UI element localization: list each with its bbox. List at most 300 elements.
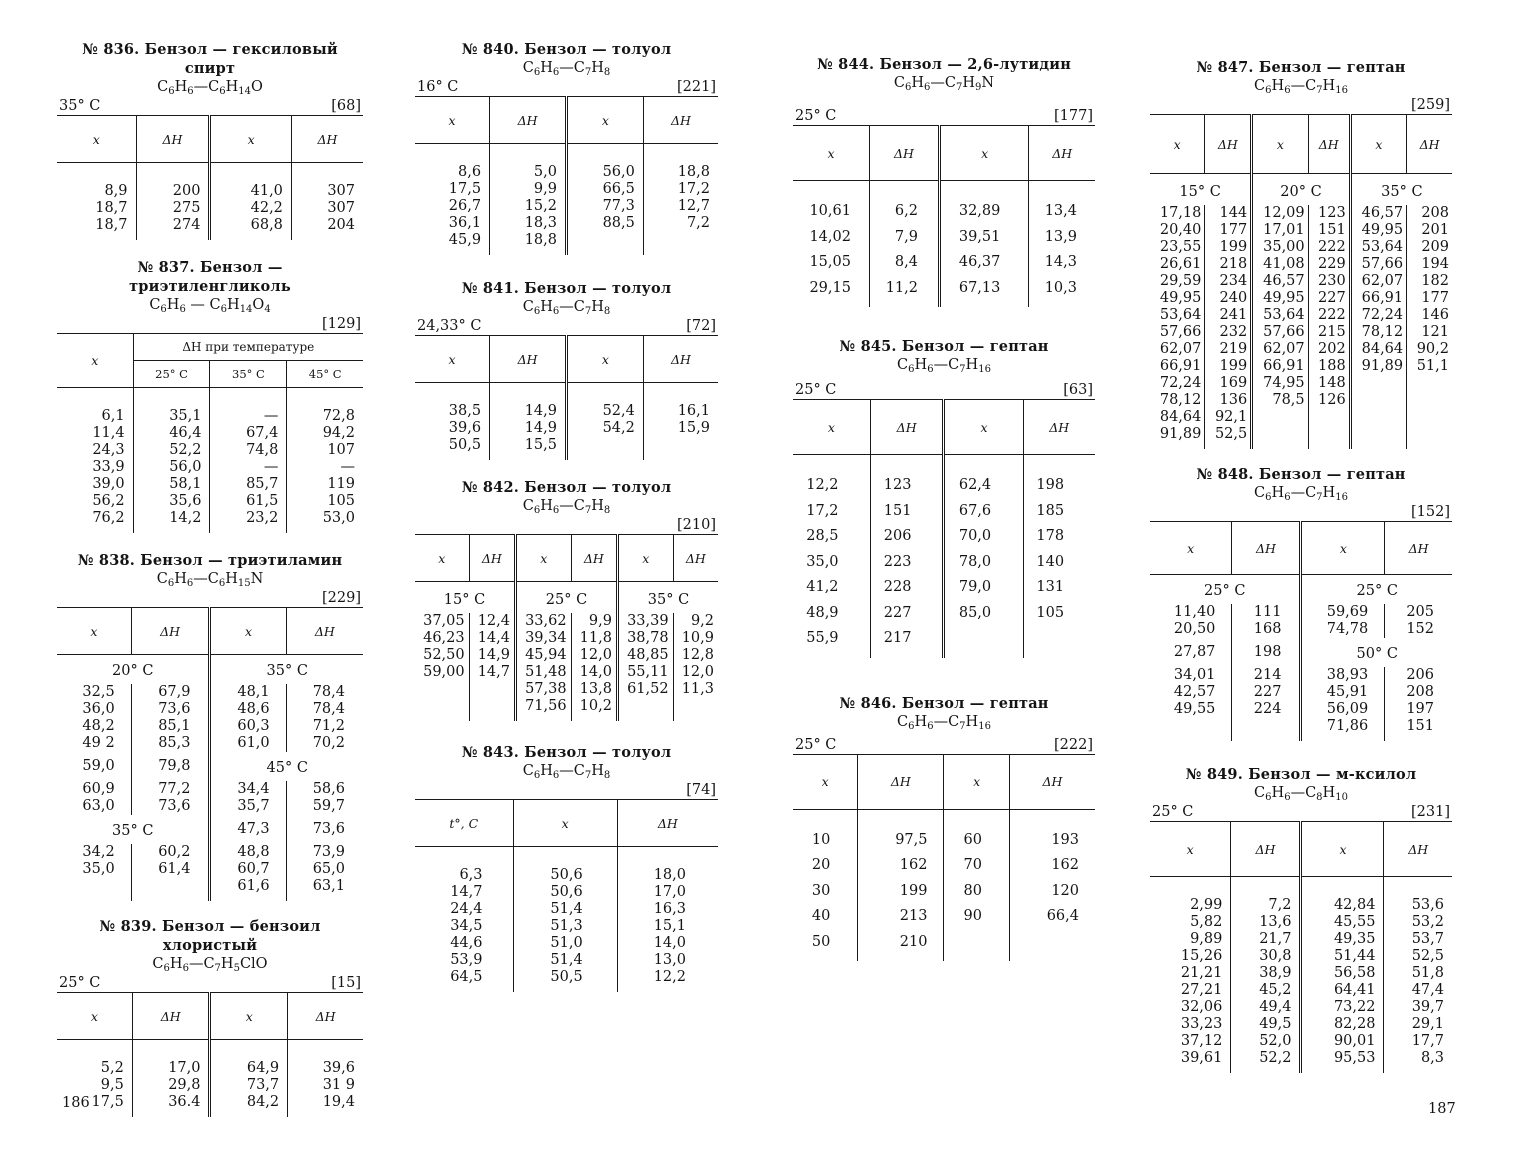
table-cell: 33,23 [1180, 1016, 1223, 1032]
table-row [793, 575, 1095, 601]
table-row [57, 442, 363, 459]
table-cell: 111 [1232, 604, 1301, 621]
temperature-label: 20° C [1252, 174, 1351, 206]
reference: [15] [331, 975, 361, 991]
table-cell: 6,2 [869, 181, 939, 225]
table-cell: 79,0 [944, 575, 1023, 601]
table-cell: 55,11 [617, 664, 673, 681]
formula [1150, 784, 1452, 803]
reference: [222] [1054, 736, 1093, 753]
formula-subscript: 9 [975, 82, 982, 93]
table-cell: 37,05 [423, 613, 465, 629]
formula-part: —C [559, 299, 585, 315]
table-cell: 188 [1308, 358, 1350, 375]
table-title: № 837. Бензол — триэтиленгликоль [129, 259, 291, 295]
formula-part: H [591, 299, 604, 315]
table-cell: 36,0 [82, 701, 115, 717]
col-header-dh: ΔH [291, 116, 363, 163]
table-cell: 14,9 [490, 420, 567, 437]
formula-part: H [591, 60, 604, 76]
table-title: № 843. Бензол — толуол [461, 744, 672, 761]
formula-subscript: 7 [214, 963, 221, 974]
table-cell: 17,2 [806, 502, 839, 519]
table-cell: 48,8 [210, 844, 286, 861]
table-row [1150, 205, 1452, 222]
reference: [68] [331, 98, 361, 114]
table-cell: 66,5 [566, 181, 643, 198]
table-cell: 42,57 [1173, 684, 1216, 700]
formula-subscript: 5 [233, 963, 240, 974]
table-cell: 91,89 [1159, 426, 1202, 442]
table-cell: 14,4 [469, 630, 515, 647]
table-cell: 59,69 [1301, 604, 1385, 621]
table-cell: 50,6 [513, 847, 617, 885]
table-row [57, 655, 363, 685]
table-cell: 52,5 [1205, 426, 1252, 449]
col-header-x: x [210, 993, 288, 1040]
table-cell: 67,4 [210, 425, 287, 442]
formula-part: C [149, 297, 161, 313]
table-cell: 24,4 [450, 901, 483, 917]
formula-part: —C [933, 713, 960, 730]
table-cell: 51,1 [1407, 358, 1452, 375]
table-row [1150, 965, 1452, 982]
table-cell: 61,6 [210, 878, 286, 901]
table-row [57, 735, 363, 752]
table-cell: 71,56 [515, 698, 571, 721]
temperature-label: 35° C [210, 655, 363, 685]
table-cell: 66,91 [1159, 358, 1202, 374]
table-row [57, 815, 363, 844]
table-row [1150, 341, 1452, 358]
table-cell: 74,78 [1301, 621, 1385, 638]
table-cell: 39,0 [92, 476, 125, 492]
table-cell: 152 [1385, 621, 1452, 638]
formula-part: ClO [239, 956, 268, 972]
table-838 [57, 551, 363, 901]
table-cell: 48,85 [617, 647, 673, 664]
table-cell: 46,23 [423, 630, 465, 646]
table-meta [793, 736, 1095, 754]
table-row [793, 276, 1095, 308]
table-cell: 52,5 [1384, 948, 1452, 965]
table-cell: 8,9 [104, 183, 128, 199]
col-header-x: x [1252, 115, 1308, 174]
formula-subscript: 6 [220, 304, 228, 315]
table-cell [131, 878, 210, 901]
table-cell: 90,2 [1407, 341, 1452, 358]
table-row [415, 437, 718, 460]
table-cell: 214 [1232, 667, 1301, 684]
table-cell [643, 232, 718, 255]
formula-subscript: 8 [603, 505, 611, 516]
table-cell: 84,64 [1159, 409, 1202, 425]
formula-subscript: 6 [533, 770, 541, 781]
table-meta [57, 97, 363, 115]
table-cell: 46,4 [133, 425, 210, 442]
table-cell: 29,8 [132, 1077, 210, 1094]
formula-part: C [897, 357, 909, 373]
table-row [415, 847, 718, 885]
table-cell: 85,0 [944, 601, 1023, 627]
col-header-dh: ΔH [870, 400, 944, 455]
table-row [415, 181, 718, 198]
table-cell: 36,1 [448, 215, 482, 231]
table-cell: 63,1 [286, 878, 363, 901]
table-cell: 222 [1308, 239, 1350, 256]
table-cell: 46,57 [1252, 273, 1308, 290]
formula-part: H [220, 956, 234, 972]
table-cell: 162 [1009, 853, 1095, 879]
table-cell: 39,61 [1180, 1050, 1223, 1066]
table-cell: — [210, 459, 287, 476]
formula-part: —C [1290, 485, 1317, 501]
formula-part: C [156, 571, 168, 587]
table-cell: 20,40 [1159, 222, 1202, 238]
table-cell: 66,4 [1009, 904, 1095, 930]
formula-subscript: 6 [186, 578, 194, 589]
formula-part: C [893, 75, 905, 91]
formula-part: H [174, 571, 187, 587]
col-header-x: x [57, 116, 136, 163]
table-row [1150, 982, 1452, 999]
table-row [1150, 239, 1452, 256]
reference: [74] [686, 782, 716, 798]
table-cell: 230 [1308, 273, 1350, 290]
table-cell: 26,7 [448, 198, 482, 214]
table-cell: 90 [944, 904, 1009, 930]
table-title: № 846. Бензол — гептан [839, 694, 1049, 712]
table-cell: 35,00 [1252, 239, 1308, 256]
formula-subscript: 6 [168, 86, 175, 97]
table-row [1150, 1033, 1452, 1050]
table-cell: 59,00 [423, 664, 465, 680]
table-cell: 5,82 [1190, 914, 1223, 930]
table-cell: 131 [1023, 575, 1095, 601]
table-cell [566, 437, 643, 460]
reference: [259] [1411, 97, 1450, 113]
table-cell: 58,6 [286, 781, 363, 798]
table-meta [415, 317, 718, 335]
table-cell: 85,7 [210, 476, 287, 493]
table-cell: 10,3 [1029, 276, 1095, 308]
table-cell: 6,1 [101, 408, 125, 424]
table-row [1150, 575, 1452, 605]
table-row [1150, 999, 1452, 1016]
table-cell: 7,9 [869, 225, 939, 251]
table-cell: 39,6 [448, 420, 482, 436]
temperature-label: 25° C [515, 582, 617, 614]
table-cell: 105 [1023, 601, 1095, 627]
table-cell: 45,9 [448, 232, 482, 248]
table-cell: 47,3 [210, 815, 286, 844]
formula-part: H [540, 299, 553, 315]
table-cell: 64,5 [450, 969, 483, 985]
table-cell: 17,0 [132, 1040, 210, 1078]
table-cell [944, 626, 1023, 658]
table-cell: 307 [291, 200, 363, 217]
table-cell: 53,0 [287, 510, 363, 533]
table-row [793, 499, 1095, 525]
table-row [57, 752, 363, 781]
formula-subscript: 7 [959, 364, 966, 375]
table-cell: 73,9 [286, 844, 363, 861]
table-cell: 77,3 [566, 198, 643, 215]
table-cell: 119 [287, 476, 363, 493]
formula-subscript: 6 [1265, 492, 1272, 503]
table-cell: 39,6 [288, 1040, 363, 1078]
table-cell: 78,4 [286, 684, 363, 701]
table-title: № 845. Бензол — гептан [839, 338, 1049, 355]
data-table [793, 754, 1095, 962]
temperature-label: 25° C [1204, 583, 1246, 599]
col-header-x: x [210, 608, 286, 655]
table-meta [1150, 96, 1452, 114]
table-cell: 73,7 [210, 1077, 288, 1094]
table-title: № 836. Бензол — гексиловый спирт [82, 41, 338, 77]
table-cell: 67,6 [944, 499, 1023, 525]
table-cell: 78,12 [1159, 392, 1202, 408]
table-cell: 30,8 [1231, 948, 1301, 965]
table-meta [415, 781, 718, 799]
formula-part: N [981, 75, 995, 91]
table-row [793, 550, 1095, 576]
table-row [793, 250, 1095, 276]
table-cell: 5,2 [100, 1060, 124, 1076]
table-cell: 144 [1205, 205, 1252, 222]
table-row [415, 383, 718, 421]
table-cell: 8,4 [869, 250, 939, 276]
formula-part: H [911, 75, 925, 91]
table-cell: 50,6 [513, 884, 617, 901]
temperature-label: 15° C [1179, 184, 1221, 200]
formula-part: H [965, 713, 979, 730]
formula-subscript: 6 [179, 304, 186, 315]
formula-subscript: 8 [603, 306, 611, 317]
formula-subscript: 14 [238, 86, 251, 97]
table-cell: 14,9 [490, 383, 567, 421]
table-cell: 18,7 [95, 217, 128, 233]
table-cell: 52,2 [133, 442, 210, 459]
table-cell: 15,26 [1180, 948, 1223, 964]
formula-subscript: 7 [1316, 85, 1323, 96]
table-cell: 32,89 [939, 181, 1028, 225]
table-cell: 53,2 [1384, 914, 1452, 931]
table-cell: 18,3 [490, 215, 567, 232]
temperature-label: 45° C [210, 752, 363, 781]
table-row [57, 878, 363, 901]
table-cell: 107 [287, 442, 363, 459]
formula-subscript: 6 [533, 505, 541, 516]
table-cell: 11,8 [571, 630, 617, 647]
table-row [415, 884, 718, 901]
table-cell [1407, 375, 1452, 392]
table-cell: 45,55 [1301, 914, 1384, 931]
table-meta [1150, 503, 1452, 521]
table-cell: 126 [1308, 392, 1350, 409]
table-row [57, 701, 363, 718]
table-cell: 91,89 [1350, 358, 1406, 375]
table-row [415, 630, 718, 647]
table-cell: 78,12 [1350, 324, 1406, 341]
table-cell: 76,2 [92, 510, 125, 526]
table-cell: 78,4 [286, 701, 363, 718]
col-header-x: x [793, 754, 858, 809]
col-header-dh: ΔH [1385, 522, 1452, 575]
table-cell: 41,0 [210, 163, 291, 201]
formula-subscript: 6 [187, 86, 194, 97]
formula-part: H [225, 79, 239, 95]
table-row [415, 198, 718, 215]
table-cell: 199 [1205, 358, 1252, 375]
table-cell: 29,1 [1384, 1016, 1452, 1033]
reference: [129] [322, 316, 361, 332]
col-header-dh: ΔH [643, 336, 718, 383]
table-cell: 60 [944, 809, 1009, 853]
table-cell: 13,9 [1029, 225, 1095, 251]
col-header-x: x [1301, 822, 1384, 877]
table-cell: 45,91 [1301, 684, 1385, 701]
table-row [1150, 324, 1452, 341]
page-number-right: 187 [1428, 1101, 1456, 1117]
table-cell: 90,01 [1301, 1033, 1384, 1050]
table-cell: 53,6 [1384, 877, 1452, 915]
formula-subscript: 6 [1284, 492, 1291, 503]
table-cell: 197 [1385, 701, 1452, 718]
formula-subscript: 6 [163, 963, 170, 974]
data-table [415, 799, 718, 992]
table-cell [1407, 409, 1452, 426]
table-cell: 48,6 [210, 701, 286, 718]
table-cell: — [210, 388, 287, 426]
formula-part: O [252, 297, 265, 313]
formula-part: C [522, 763, 534, 779]
table-cell: 222 [1308, 307, 1350, 324]
page-number-left: 186 [62, 1095, 90, 1111]
col-header-dh: ΔH [673, 535, 718, 582]
table-cell: 194 [1407, 256, 1452, 273]
table-cell: 17,5 [91, 1094, 124, 1110]
table-cell: 10 [811, 831, 831, 848]
table-row [793, 455, 1095, 499]
formula-subscript: 6 [533, 67, 541, 78]
formula-subscript: 6 [182, 963, 189, 974]
table-cell: 227 [1308, 290, 1350, 307]
table-cell: 12,8 [673, 647, 718, 664]
table-cell: 12,7 [643, 198, 718, 215]
table-cell: 46,37 [939, 250, 1028, 276]
formula [57, 296, 363, 315]
table-row [1150, 358, 1452, 375]
table-843 [415, 743, 718, 992]
table-cell: 60,2 [131, 844, 210, 861]
table-cell: 72,8 [287, 388, 363, 426]
table-cell: 11,40 [1173, 604, 1216, 620]
col-header-x: x [566, 97, 643, 144]
table-cell [1252, 426, 1308, 449]
table-cell: 168 [1232, 621, 1301, 638]
table-meta [57, 589, 363, 607]
table-cell: 56,2 [92, 493, 125, 509]
formula-subscript: 8 [603, 67, 611, 78]
temperature-label: 35° C [1350, 174, 1452, 206]
table-cell: 6,3 [459, 867, 483, 883]
formula-part: —C [559, 498, 585, 514]
table-title: № 848. Бензол — гептан [1196, 466, 1406, 483]
table-cell: 14,0 [617, 935, 718, 952]
table-cell: 73,6 [131, 701, 210, 718]
table-cell: 13,4 [1029, 181, 1095, 225]
col-header-dh: ΔH [571, 535, 617, 582]
table-cell: 66,91 [1252, 358, 1308, 375]
table-cell: 29,59 [1159, 273, 1202, 289]
data-table [57, 333, 363, 533]
data-table [57, 607, 363, 901]
table-row [1150, 290, 1452, 307]
data-table [415, 534, 718, 721]
formula-part: — C [185, 297, 221, 313]
table-cell [1407, 426, 1452, 449]
table-row [793, 181, 1095, 225]
table-cell: 200 [136, 163, 210, 201]
table-cell: 95,53 [1301, 1050, 1384, 1073]
reference: [229] [322, 590, 361, 606]
table-cell: 26,61 [1159, 256, 1202, 272]
table-cell: 73,6 [286, 815, 363, 844]
data-table [1150, 114, 1452, 449]
formula-part: C [1254, 78, 1266, 94]
table-row [1150, 273, 1452, 290]
table-cell: 49,4 [1231, 999, 1301, 1016]
table-cell: 61,0 [210, 735, 286, 752]
table-row [793, 904, 1095, 930]
table-cell: 202 [1308, 341, 1350, 358]
formula-subscript: 6 [927, 720, 934, 732]
table-cell: 275 [136, 200, 210, 217]
table-cell: 97,5 [858, 809, 944, 853]
table-cell: 240 [1205, 290, 1252, 307]
table-row [415, 664, 718, 681]
data-table [793, 125, 1095, 307]
formula-subscript: 6 [160, 304, 167, 315]
formula [793, 713, 1095, 732]
table-839 [57, 917, 363, 1117]
table-cell: 8,3 [1384, 1050, 1452, 1073]
table-cell [673, 698, 718, 721]
table-cell: 62,4 [944, 455, 1023, 499]
formula-subscript: 6 [552, 505, 560, 516]
table-cell: 78,0 [944, 550, 1023, 576]
table-cell: 49,95 [1350, 222, 1406, 239]
table-cell: 50,5 [513, 969, 617, 992]
table-cell: 51,44 [1301, 948, 1384, 965]
table-row [57, 217, 363, 240]
table-cell: 199 [858, 879, 944, 905]
table-row [1150, 931, 1452, 948]
table-841 [415, 279, 718, 460]
table-cell: 34,2 [82, 844, 115, 860]
table-cell: 21,21 [1180, 965, 1223, 981]
table-cell [1150, 718, 1232, 741]
table-cell: 21,7 [1231, 931, 1301, 948]
table-cell: 234 [1205, 273, 1252, 290]
table-cell: 105 [287, 493, 363, 510]
table-title: № 841. Бензол — толуол [461, 280, 672, 297]
table-cell: 41,08 [1252, 256, 1308, 273]
table-cell: 7,2 [1231, 877, 1301, 915]
table-cell [415, 698, 469, 721]
formula-part: H [591, 763, 604, 779]
